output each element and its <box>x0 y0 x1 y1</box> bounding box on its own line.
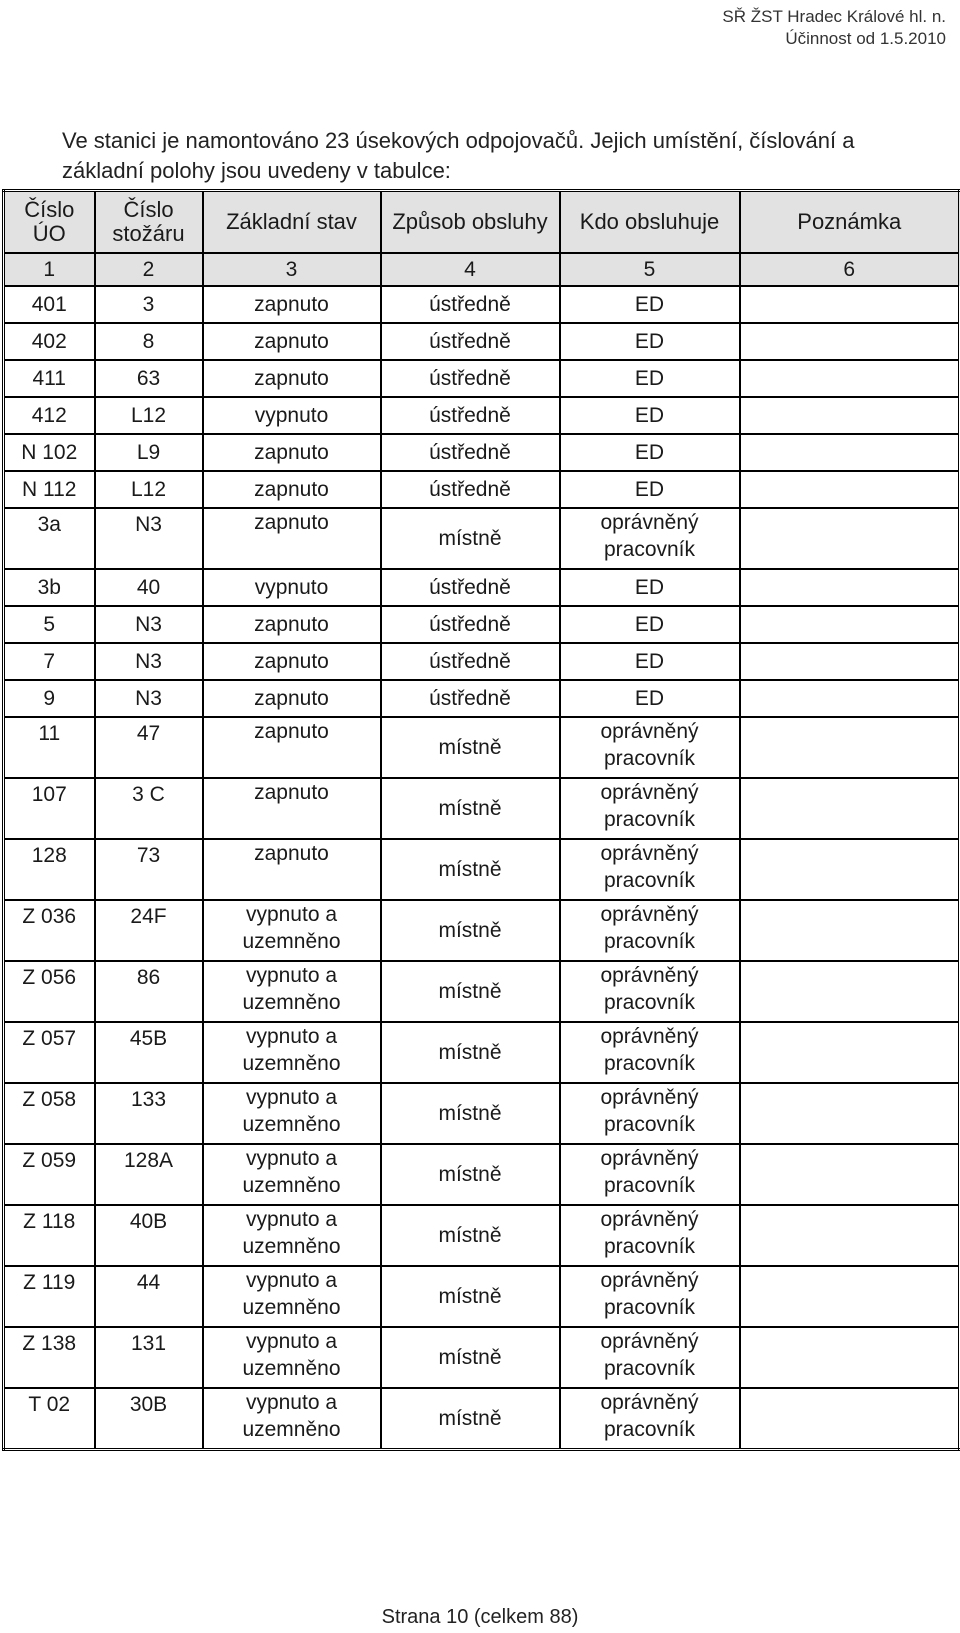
table-cell: ústředně <box>381 680 560 717</box>
table-cell: ED <box>560 397 740 434</box>
table-cell: ústředně <box>381 360 560 397</box>
table-cell: ústředně <box>381 434 560 471</box>
table-cell: oprávněný pracovník <box>560 717 740 778</box>
table-cell: místně <box>381 961 560 1022</box>
table-cell: místně <box>381 1205 560 1266</box>
table-row <box>4 680 960 717</box>
table-cell: 401 <box>4 286 95 323</box>
table-cell <box>740 471 960 508</box>
table-cell: 3 C <box>95 778 203 839</box>
table-cell: 128A <box>95 1144 203 1205</box>
table-cell: zapnuto <box>203 606 381 643</box>
table-cell: ED <box>560 323 740 360</box>
table-cell: 73 <box>95 839 203 900</box>
table-cell: Z 059 <box>4 1144 95 1205</box>
table-cell: 30B <box>95 1388 203 1450</box>
table-cell: ED <box>560 680 740 717</box>
table-row <box>4 286 960 323</box>
table-cell <box>740 1144 960 1205</box>
table-cell: oprávněný pracovník <box>560 1205 740 1266</box>
column-number-row <box>4 253 960 286</box>
table-row <box>4 1083 960 1144</box>
table-cell: 7 <box>4 643 95 680</box>
table-cell: ústředně <box>381 323 560 360</box>
table-cell: Z 119 <box>4 1266 95 1327</box>
column-header: Číslo ÚO <box>4 191 95 254</box>
table-cell <box>740 397 960 434</box>
table-cell: 5 <box>4 606 95 643</box>
table-cell: ústředně <box>381 471 560 508</box>
column-number: 1 <box>4 253 95 286</box>
table-cell: místně <box>381 1144 560 1205</box>
table-cell: ústředně <box>381 397 560 434</box>
table-cell: 45B <box>95 1022 203 1083</box>
table-cell: oprávněný pracovník <box>560 839 740 900</box>
table-row <box>4 360 960 397</box>
table-cell: vypnuto a uzemněno <box>203 900 381 961</box>
table-cell: ústředně <box>381 569 560 606</box>
table-cell: 11 <box>4 717 95 778</box>
table-row <box>4 1022 960 1083</box>
table-cell: zapnuto <box>203 680 381 717</box>
table-cell <box>740 569 960 606</box>
table-cell: 402 <box>4 323 95 360</box>
table-row <box>4 323 960 360</box>
column-number: 5 <box>560 253 740 286</box>
table-cell: vypnuto <box>203 569 381 606</box>
table-cell: oprávněný pracovník <box>560 778 740 839</box>
column-number: 6 <box>740 253 960 286</box>
table-row <box>4 839 960 900</box>
table-row <box>4 397 960 434</box>
table-row <box>4 900 960 961</box>
table-cell <box>740 643 960 680</box>
table-cell: 40B <box>95 1205 203 1266</box>
table-cell: ústředně <box>381 286 560 323</box>
table-row <box>4 508 960 569</box>
table-cell: 128 <box>4 839 95 900</box>
table-cell: místně <box>381 1327 560 1388</box>
table-cell: Z 118 <box>4 1205 95 1266</box>
table-cell: zapnuto <box>203 508 381 569</box>
table-row <box>4 1266 960 1327</box>
intro-paragraph: Ve stanici je namontováno 23 úsekových odpojovačů. Jejich umístění, číslování a základní polohy jsou uvedeny v tabulce: <box>62 128 855 183</box>
table-cell: T 02 <box>4 1388 95 1450</box>
page-number: Strana 10 (celkem 88) <box>381 1606 579 1628</box>
table-cell: místně <box>381 839 560 900</box>
table-cell: oprávněný pracovník <box>560 508 740 569</box>
table-cell <box>740 1083 960 1144</box>
table-cell: zapnuto <box>203 286 381 323</box>
table-cell: oprávněný pracovník <box>560 1083 740 1144</box>
table-cell: oprávněný pracovník <box>560 900 740 961</box>
table-cell: 412 <box>4 397 95 434</box>
table-cell: Z 056 <box>4 961 95 1022</box>
table-cell: ED <box>560 569 740 606</box>
table-cell: oprávněný pracovník <box>560 961 740 1022</box>
table-cell: L12 <box>95 471 203 508</box>
table-cell: ED <box>560 606 740 643</box>
table-cell: 63 <box>95 360 203 397</box>
table-cell <box>740 1327 960 1388</box>
table-cell: vypnuto a uzemněno <box>203 1266 381 1327</box>
table-cell: 86 <box>95 961 203 1022</box>
table-cell: L9 <box>95 434 203 471</box>
table-cell: zapnuto <box>203 717 381 778</box>
table-cell: Z 036 <box>4 900 95 961</box>
table-cell: Z 138 <box>4 1327 95 1388</box>
table-cell: ED <box>560 643 740 680</box>
table-cell: vypnuto a uzemněno <box>203 1144 381 1205</box>
table-row <box>4 471 960 508</box>
effective-date: Účinnost od 1.5.2010 <box>785 29 946 48</box>
table-cell <box>740 1388 960 1450</box>
table-cell: vypnuto a uzemněno <box>203 1083 381 1144</box>
table-row <box>4 606 960 643</box>
column-header: Kdo obsluhuje <box>560 191 740 254</box>
table-cell: 131 <box>95 1327 203 1388</box>
table-row <box>4 961 960 1022</box>
table-cell <box>740 606 960 643</box>
table-cell: 3b <box>4 569 95 606</box>
table-cell: ED <box>560 286 740 323</box>
table-cell <box>740 360 960 397</box>
table-cell: místně <box>381 778 560 839</box>
table-cell: 8 <box>95 323 203 360</box>
table-header-row <box>4 191 960 254</box>
table-cell: oprávněný pracovník <box>560 1022 740 1083</box>
table-cell <box>740 1266 960 1327</box>
table-cell: 3a <box>4 508 95 569</box>
table-cell: 133 <box>95 1083 203 1144</box>
table-cell: zapnuto <box>203 839 381 900</box>
table-cell: oprávněný pracovník <box>560 1327 740 1388</box>
table-row <box>4 1327 960 1388</box>
table-cell: zapnuto <box>203 360 381 397</box>
table-cell: 411 <box>4 360 95 397</box>
table-cell: místně <box>381 900 560 961</box>
table-cell: ED <box>560 471 740 508</box>
table-cell: vypnuto a uzemněno <box>203 961 381 1022</box>
table-cell: N 112 <box>4 471 95 508</box>
table-row <box>4 569 960 606</box>
table-cell: N3 <box>95 643 203 680</box>
table-cell: místně <box>381 1388 560 1450</box>
table-cell: ED <box>560 434 740 471</box>
document-header <box>722 6 946 50</box>
table-cell: zapnuto <box>203 778 381 839</box>
table-cell: ústředně <box>381 606 560 643</box>
table-cell <box>740 680 960 717</box>
table-cell <box>740 961 960 1022</box>
table-cell: N 102 <box>4 434 95 471</box>
table-cell: oprávněný pracovník <box>560 1388 740 1450</box>
table-cell: zapnuto <box>203 643 381 680</box>
column-header: Číslo stožáru <box>95 191 203 254</box>
table-cell: vypnuto a uzemněno <box>203 1388 381 1450</box>
table-cell <box>740 1205 960 1266</box>
table-cell: N3 <box>95 606 203 643</box>
table-row <box>4 1205 960 1266</box>
table-cell: vypnuto a uzemněno <box>203 1022 381 1083</box>
table-cell: N3 <box>95 508 203 569</box>
table-cell: místně <box>381 717 560 778</box>
table-cell <box>740 778 960 839</box>
table-cell: 47 <box>95 717 203 778</box>
column-number: 4 <box>381 253 560 286</box>
table-row <box>4 717 960 778</box>
table-cell: místně <box>381 1266 560 1327</box>
table-cell: zapnuto <box>203 471 381 508</box>
table-cell <box>740 323 960 360</box>
table-cell: vypnuto a uzemněno <box>203 1205 381 1266</box>
table-cell: L12 <box>95 397 203 434</box>
table-cell: 24F <box>95 900 203 961</box>
table-cell: Z 058 <box>4 1083 95 1144</box>
table-cell: zapnuto <box>203 323 381 360</box>
column-header: Poznámka <box>740 191 960 254</box>
table-cell: ED <box>560 360 740 397</box>
table-row <box>4 434 960 471</box>
table-cell: 40 <box>95 569 203 606</box>
table-cell: 3 <box>95 286 203 323</box>
table-row <box>4 778 960 839</box>
table-cell <box>740 839 960 900</box>
table-cell: 44 <box>95 1266 203 1327</box>
organization-name: SŘ ŽST Hradec Králové hl. n. <box>722 7 946 26</box>
table-cell: N3 <box>95 680 203 717</box>
table-cell: 9 <box>4 680 95 717</box>
column-header: Způsob obsluhy <box>381 191 560 254</box>
table-cell: vypnuto a uzemněno <box>203 1327 381 1388</box>
table-cell <box>740 434 960 471</box>
column-number: 2 <box>95 253 203 286</box>
table-cell <box>740 900 960 961</box>
table-cell: oprávněný pracovník <box>560 1144 740 1205</box>
column-number: 3 <box>203 253 381 286</box>
table-cell <box>740 286 960 323</box>
table-cell <box>740 508 960 569</box>
table-cell: 107 <box>4 778 95 839</box>
table-row <box>4 643 960 680</box>
table-cell: místně <box>381 508 560 569</box>
disconnector-table <box>2 189 960 1451</box>
table-cell: oprávněný pracovník <box>560 1266 740 1327</box>
table-cell <box>740 717 960 778</box>
table-row <box>4 1388 960 1450</box>
table-cell: Z 057 <box>4 1022 95 1083</box>
table-cell: vypnuto <box>203 397 381 434</box>
table-cell <box>740 1022 960 1083</box>
table-cell: ústředně <box>381 643 560 680</box>
table-cell: místně <box>381 1022 560 1083</box>
table-cell: místně <box>381 1083 560 1144</box>
column-header: Základní stav <box>203 191 381 254</box>
table-row <box>4 1144 960 1205</box>
table-cell: zapnuto <box>203 434 381 471</box>
